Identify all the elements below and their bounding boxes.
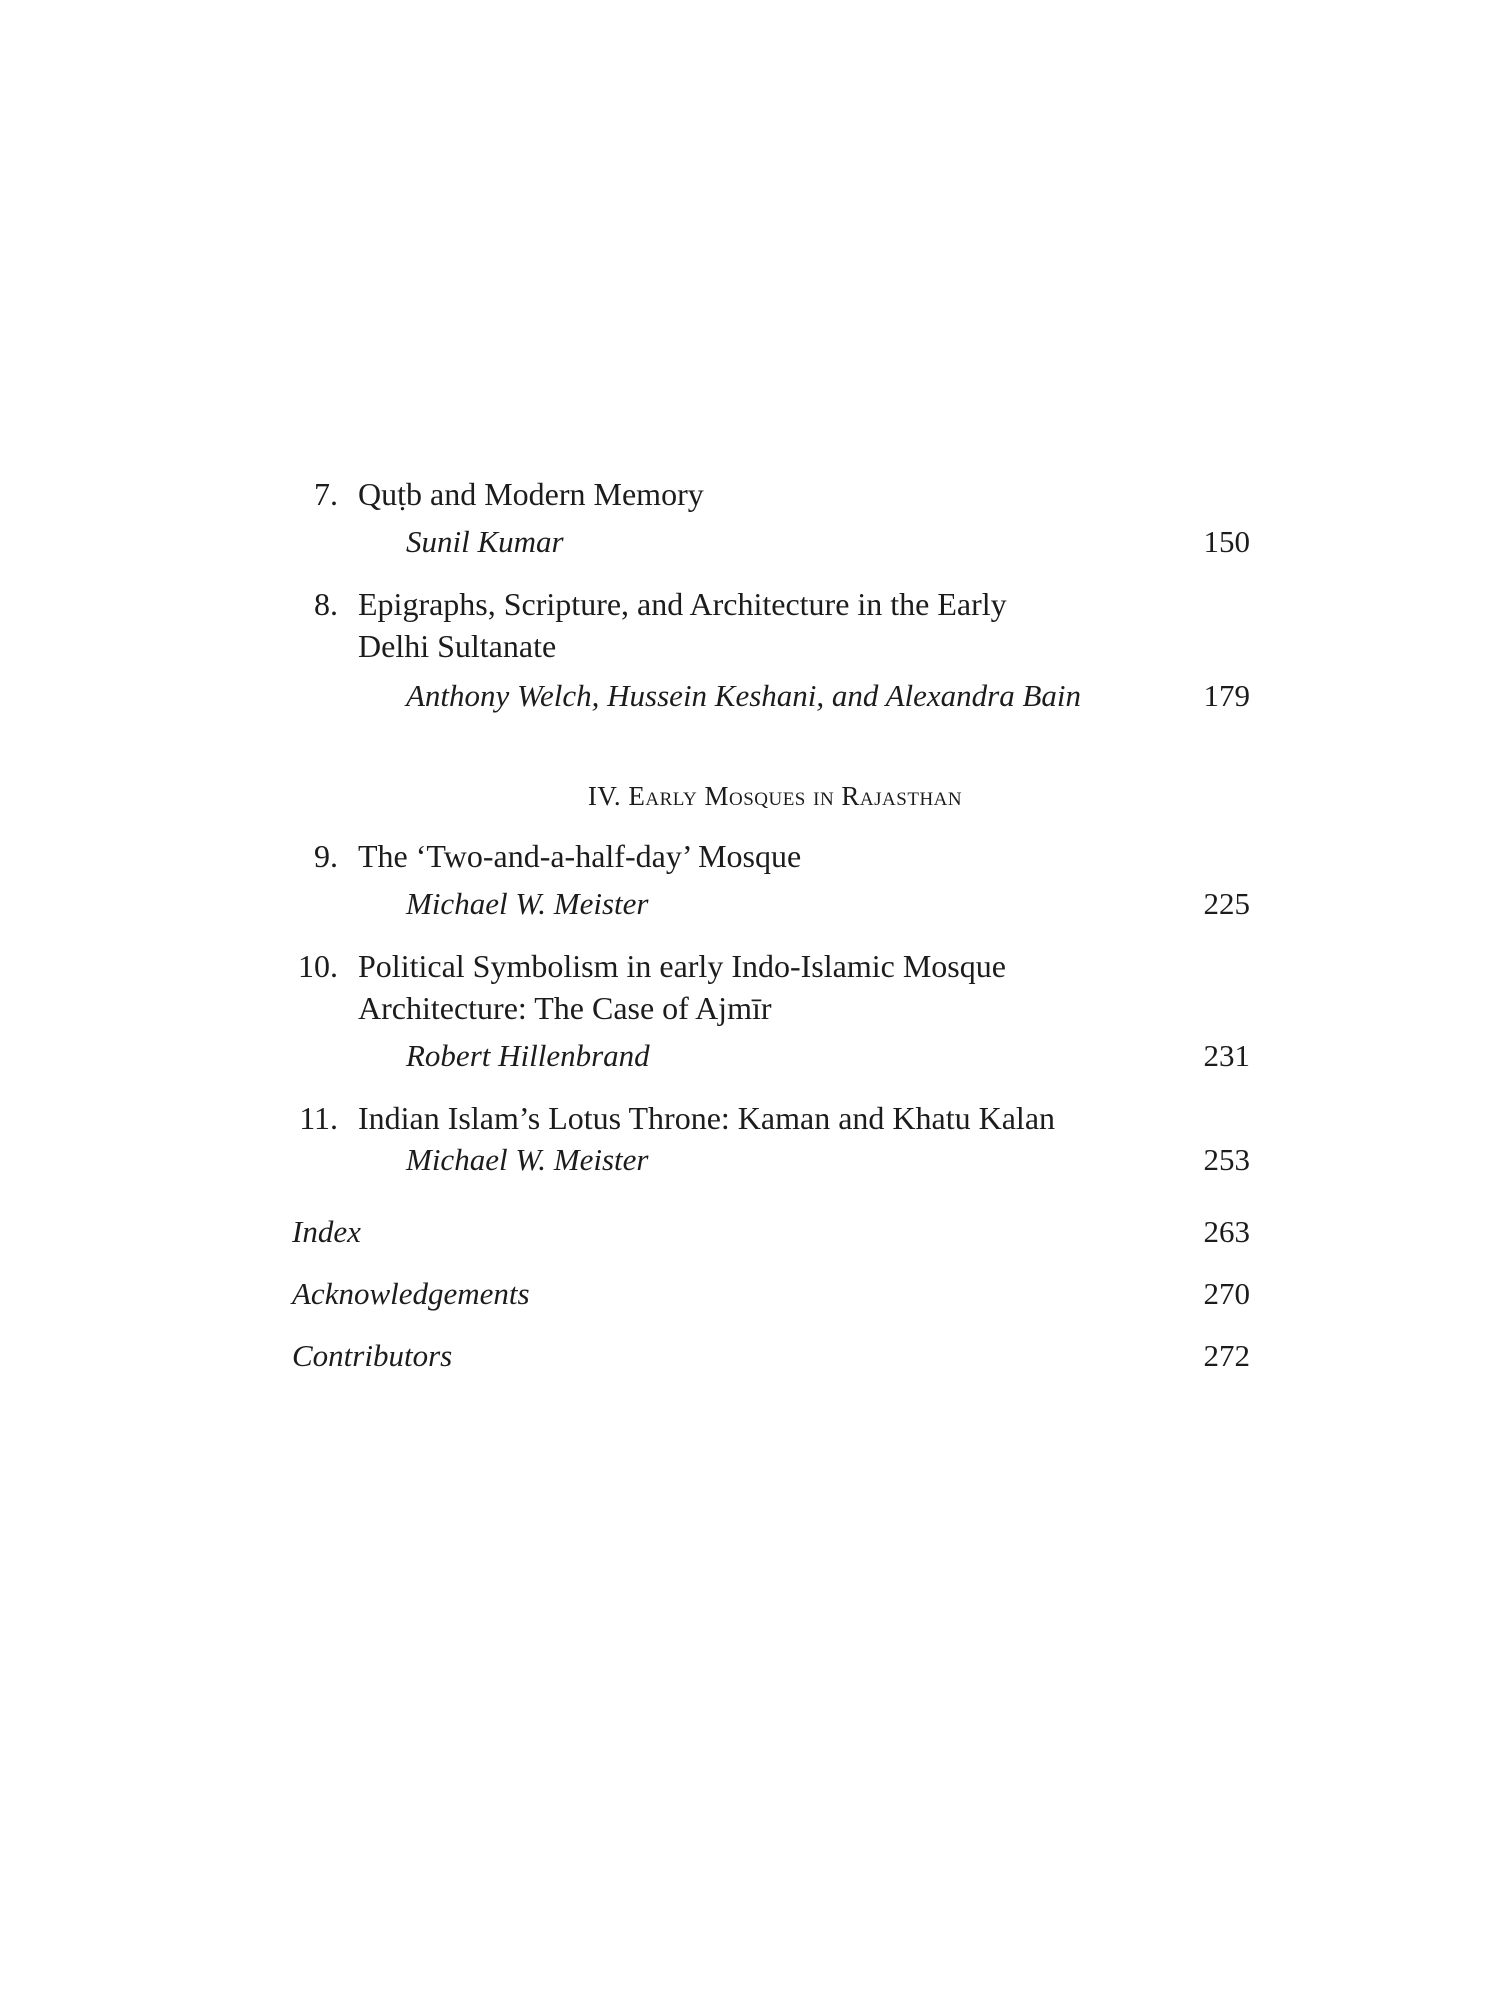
- entry-title-continued: Delhi Sultanate: [358, 628, 557, 664]
- section-title: Early Mosques in Rajasthan: [628, 781, 963, 811]
- entry-title: Quṭb and Modern Memory: [358, 476, 704, 512]
- entry-author: Michael W. Meister: [406, 886, 649, 921]
- backmatter-acknowledgements-page: 270: [1203, 1276, 1250, 1311]
- entry-page-number: 150: [1203, 524, 1250, 559]
- entry-page-number: 179: [1203, 678, 1250, 713]
- entry-author: Sunil Kumar: [406, 524, 564, 559]
- backmatter-contributors-label: Contributors: [292, 1338, 453, 1373]
- entry-page-number: 253: [1203, 1142, 1250, 1177]
- entry-number: 9.: [314, 838, 338, 874]
- backmatter-acknowledgements-label: Acknowledgements: [292, 1276, 530, 1311]
- entry-title: The ‘Two-and-a-half-day’ Mosque: [358, 838, 802, 874]
- entry-title: Epigraphs, Scripture, and Architecture in the Early: [358, 586, 1007, 622]
- entry-author: Robert Hillenbrand: [406, 1038, 650, 1073]
- section-numeral: IV.: [587, 781, 622, 811]
- entry-number: 10.: [298, 948, 338, 984]
- entry-number: 11.: [299, 1100, 338, 1136]
- entry-page-number: 231: [1203, 1038, 1250, 1073]
- backmatter-index-page: 263: [1203, 1214, 1250, 1249]
- backmatter-contributors-page: 272: [1203, 1338, 1250, 1373]
- section-heading: [0, 776, 1500, 816]
- entry-title: Indian Islam’s Lotus Throne: Kaman and Khatu Kalan: [358, 1100, 1056, 1136]
- entry-title-continued: Architecture: The Case of Ajmīr: [358, 990, 772, 1026]
- entry-number: 7.: [314, 476, 338, 512]
- backmatter-index-label: Index: [292, 1214, 361, 1249]
- entry-title: Political Symbolism in early Indo-Islamic Mosque: [358, 948, 1006, 984]
- entry-page-number: 225: [1203, 886, 1250, 921]
- entry-author: Anthony Welch, Hussein Keshani, and Alexandra Bain: [406, 678, 1082, 713]
- entry-author: Michael W. Meister: [406, 1142, 649, 1177]
- entry-number: 8.: [314, 586, 338, 622]
